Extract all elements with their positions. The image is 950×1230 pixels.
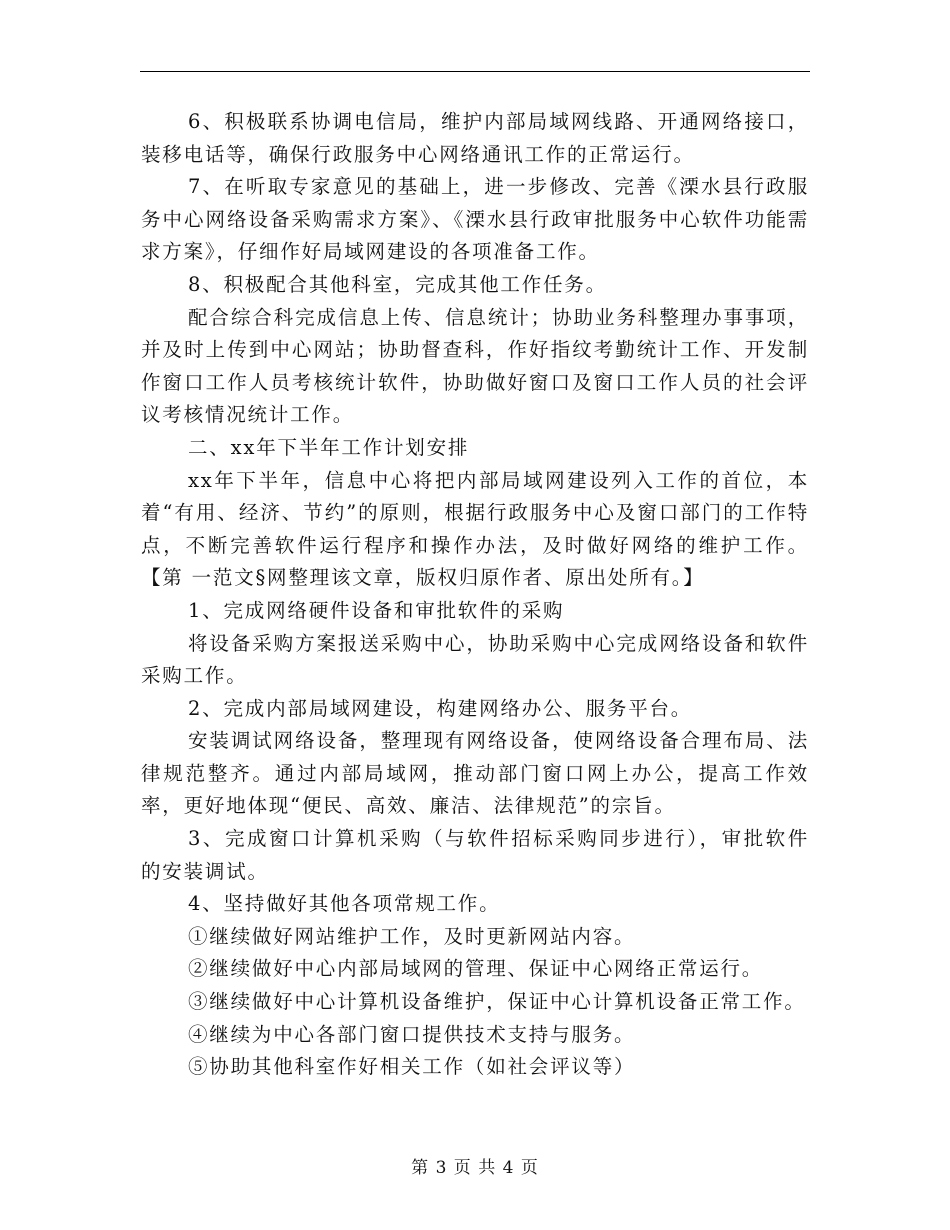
page-number-footer: 第 3 页 共 4 页	[411, 1158, 539, 1178]
paragraph-item-8: 8、积极配合其他科室，完成其他工作任务。	[188, 272, 607, 296]
paragraph-item-6: 6、积极联系协调电信局，维护内部局域网线路、开通网络接口，装移电话等，确保行政服务中心网络通讯工作的正常运行。	[141, 110, 809, 166]
paragraph-plan-intro: xx年下半年，信息中心将把内部局域网建设列入工作的首位，本着“有用、经济、节约”的原则，根据行政服务中心及窗口部门的工作特点，不断完善软件运行程序和操作办法，及时做好网络的维护工作。【第 一范文§网整理该文章，版权归原作者、原出处所有。】	[141, 468, 809, 590]
plan-item-1-body: 将设备采购方案报送采购中心，协助采购中心完成网络设备和软件采购工作。	[141, 631, 809, 688]
paragraph-item-7: 7、在听取专家意见的基础上，进一步修改、完善《溧水县行政服务中心网络设备采购需求方案》、《溧水县行政审批服务中心软件功能需求方案》，仔细作好局域网建设的各项准备工作。	[141, 175, 809, 264]
plan-item-2-body: 安装调试网络设备，整理现有网络设备，使网络设备合理布局、法律规范整齐。通过内部局域网，推动部门窗口网上办公，提高工作效率，更好地体现“便民、高效、廉洁、法律规范”的宗旨。	[141, 729, 809, 818]
plan-item-4-heading: 4、坚持做好其他各项常规工作。	[188, 892, 501, 916]
document-body	[141, 106, 809, 1084]
routine-item-1: ①继续做好网站维护工作，及时更新网站内容。	[188, 924, 636, 948]
routine-item-4: ④继续为中心各部门窗口提供技术支持与服务。	[188, 1022, 636, 1046]
routine-item-3: ③继续做好中心计算机设备维护，保证中心计算机设备正常工作。	[188, 990, 806, 1014]
paragraph-cooperation: 配合综合科完成信息上传、信息统计；协助业务科整理办事事项，并及时上传到中心网站；协助督查科，作好指纹考勤统计工作、开发制作窗口工作人员考核统计软件，协助做好窗口及窗口工作人员的社会评议考核情况统计工作。	[141, 305, 809, 427]
plan-item-1-heading: 1、完成网络硬件设备和审批软件的采购	[188, 598, 565, 622]
header-rule	[140, 71, 810, 72]
routine-item-2: ②继续做好中心内部局域网的管理、保证中心网络正常运行。	[188, 957, 764, 981]
section-heading-plan: 二、xx年下半年工作计划安排	[188, 435, 470, 459]
plan-item-2-heading: 2、完成内部局域网建设，构建网络办公、服务平台。	[188, 696, 693, 720]
routine-item-5: ⑤协助其他科室作好相关工作（如社会评议等）	[188, 1055, 636, 1079]
plan-item-3: 3、完成窗口计算机采购（与软件招标采购同步进行），审批软件的安装调试。	[141, 827, 809, 883]
